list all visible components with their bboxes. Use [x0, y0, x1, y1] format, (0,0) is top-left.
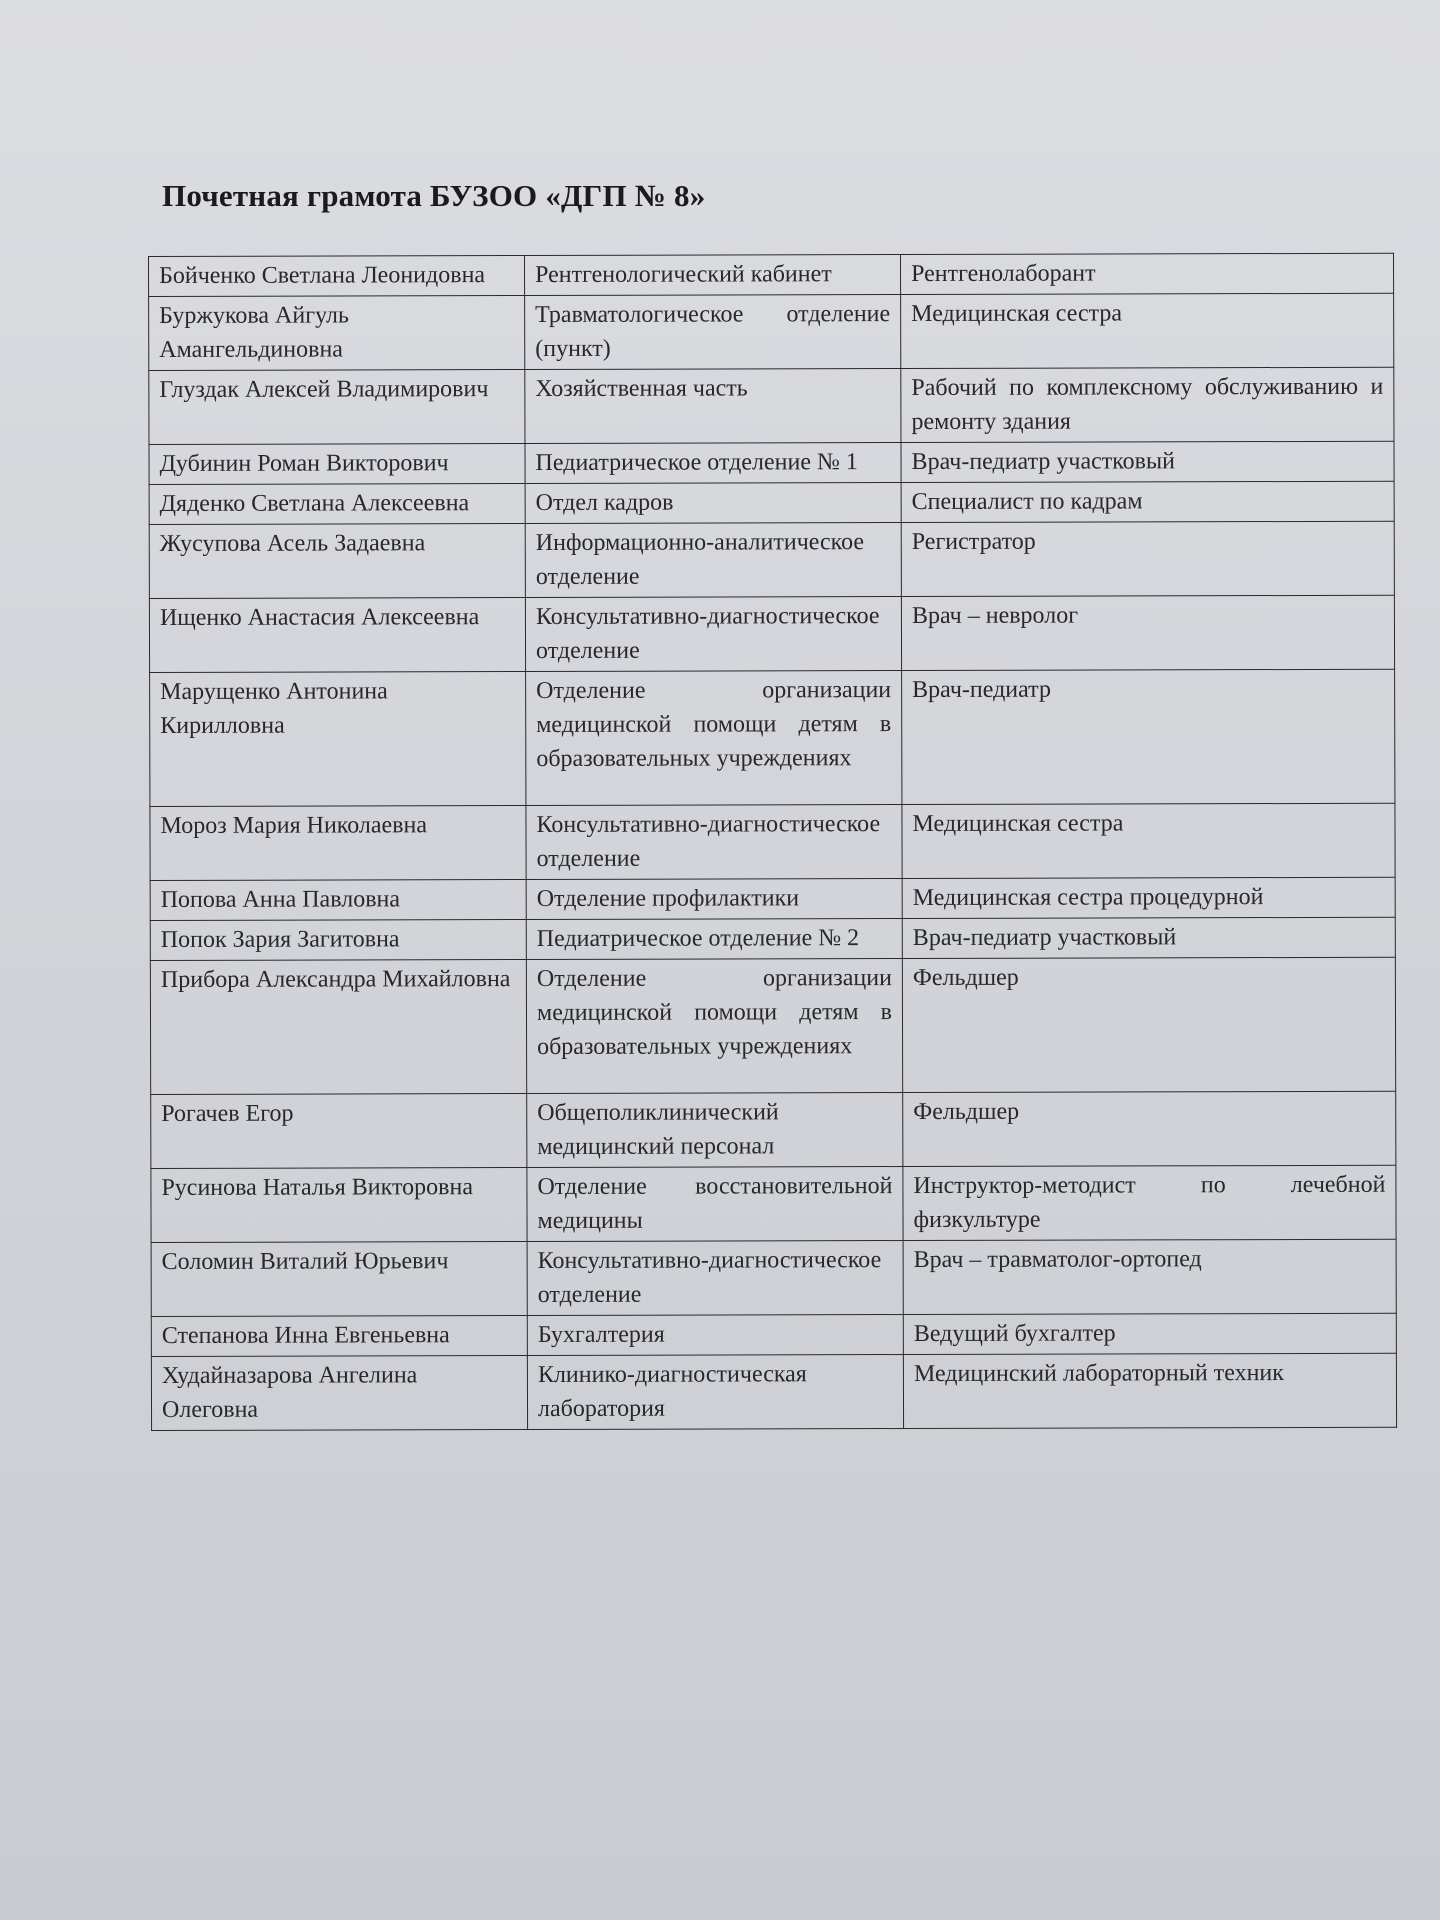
department: Педиатрическое отделение № 1 [525, 443, 901, 484]
department: Бухгалтерия [527, 1315, 903, 1356]
table-row [149, 253, 1394, 296]
table-row [151, 1165, 1396, 1242]
position: Регистратор [901, 521, 1394, 596]
employee-name: Ищенко Анастасия Алексеевна [149, 598, 525, 673]
employee-name: Дубинин Роман Викторович [149, 444, 525, 485]
employee-name: Прибора Александра Михайловна [150, 960, 526, 1095]
position: Рабочий по комплексному обслуживанию и ремонту здания [901, 367, 1394, 442]
employee-name: Худайназарова Ангелина Олеговна [151, 1356, 527, 1431]
position: Врач-педиатр участковый [902, 917, 1395, 958]
department: Травматологическое отделение (пункт) [525, 295, 901, 370]
employee-name: Степанова Инна Евгеньевна [151, 1316, 527, 1357]
position: Медицинская сестра [901, 293, 1394, 368]
position: Врач – травматолог-ортопед [903, 1239, 1396, 1314]
department: Хозяйственная часть [525, 369, 901, 444]
table-row [149, 595, 1394, 672]
position: Медицинская сестра процедурной [902, 877, 1395, 918]
table-row [151, 1313, 1396, 1356]
department: Отдел кадров [525, 483, 901, 524]
position: Рентгенолаборант [900, 253, 1393, 294]
table-row [149, 293, 1394, 370]
position: Медицинский лабораторный техник [903, 1353, 1396, 1428]
table-row [150, 877, 1395, 920]
department: Рентгенологический кабинет [525, 255, 901, 296]
employee-name: Русинова Наталья Викторовна [151, 1168, 527, 1243]
department: Отделение профилактики [526, 879, 902, 920]
position: Врач-педиатр [902, 669, 1395, 804]
department: Отделение организации медицинской помощи детям в образовательных учреждениях [526, 959, 902, 1094]
employee-name: Жусупова Асель Задаевна [149, 524, 525, 599]
position: Медицинская сестра [902, 803, 1395, 878]
employee-name: Попок Зария Загитовна [150, 920, 526, 961]
position: Ведущий бухгалтер [903, 1313, 1396, 1354]
department: Клинико-диагностическая лаборатория [527, 1355, 903, 1430]
department: Отделение восстановительной медицины [527, 1167, 903, 1242]
position: Фельдшер [903, 1091, 1396, 1166]
employee-name: Бойченко Светлана Леонидовна [149, 256, 525, 297]
employee-name: Соломин Виталий Юрьевич [151, 1242, 527, 1317]
table-row [150, 957, 1395, 1094]
position: Инструктор-методист по лечебной физкультуре [903, 1165, 1396, 1240]
employee-name: Буржукова Айгуль Амангельдиновна [149, 296, 525, 371]
position: Специалист по кадрам [901, 481, 1394, 522]
position: Врач-педиатр участковый [901, 441, 1394, 482]
table-row [149, 441, 1394, 484]
employee-name: Рогачев Егор [151, 1094, 527, 1169]
table-row [150, 803, 1395, 880]
table-row [150, 917, 1395, 960]
employee-name: Попова Анна Павловна [150, 880, 526, 921]
department: Информационно-аналитическое отделение [525, 523, 901, 598]
department: Консультативно-диагностическое отделение [525, 597, 901, 672]
table-row [151, 1091, 1396, 1168]
employee-name: Мороз Мария Николаевна [150, 806, 526, 881]
department: Консультативно-диагностическое отделение [526, 805, 902, 880]
position: Фельдшер [902, 957, 1395, 1092]
department: Общеполиклинический медицинский персонал [527, 1093, 903, 1168]
awards-table [148, 253, 1397, 1431]
table-row [149, 521, 1394, 598]
position: Врач – невролог [901, 595, 1394, 670]
table-row [149, 367, 1394, 444]
table-row [151, 1239, 1396, 1316]
employee-name: Дяденко Светлана Алексеевна [149, 484, 525, 525]
department: Педиатрическое отделение № 2 [526, 919, 902, 960]
table-row [151, 1353, 1396, 1430]
department: Отделение организации медицинской помощи детям в образовательных учреждениях [526, 671, 902, 806]
table-row [149, 481, 1394, 524]
employee-name: Марущенко Антонина Кирилловна [150, 672, 526, 807]
employee-name: Глуздак Алексей Владимирович [149, 370, 525, 445]
department: Консультативно-диагностическое отделение [527, 1241, 903, 1316]
table-row [150, 669, 1395, 806]
document-title: Почетная грамота БУЗОО «ДГП № 8» [162, 178, 706, 213]
